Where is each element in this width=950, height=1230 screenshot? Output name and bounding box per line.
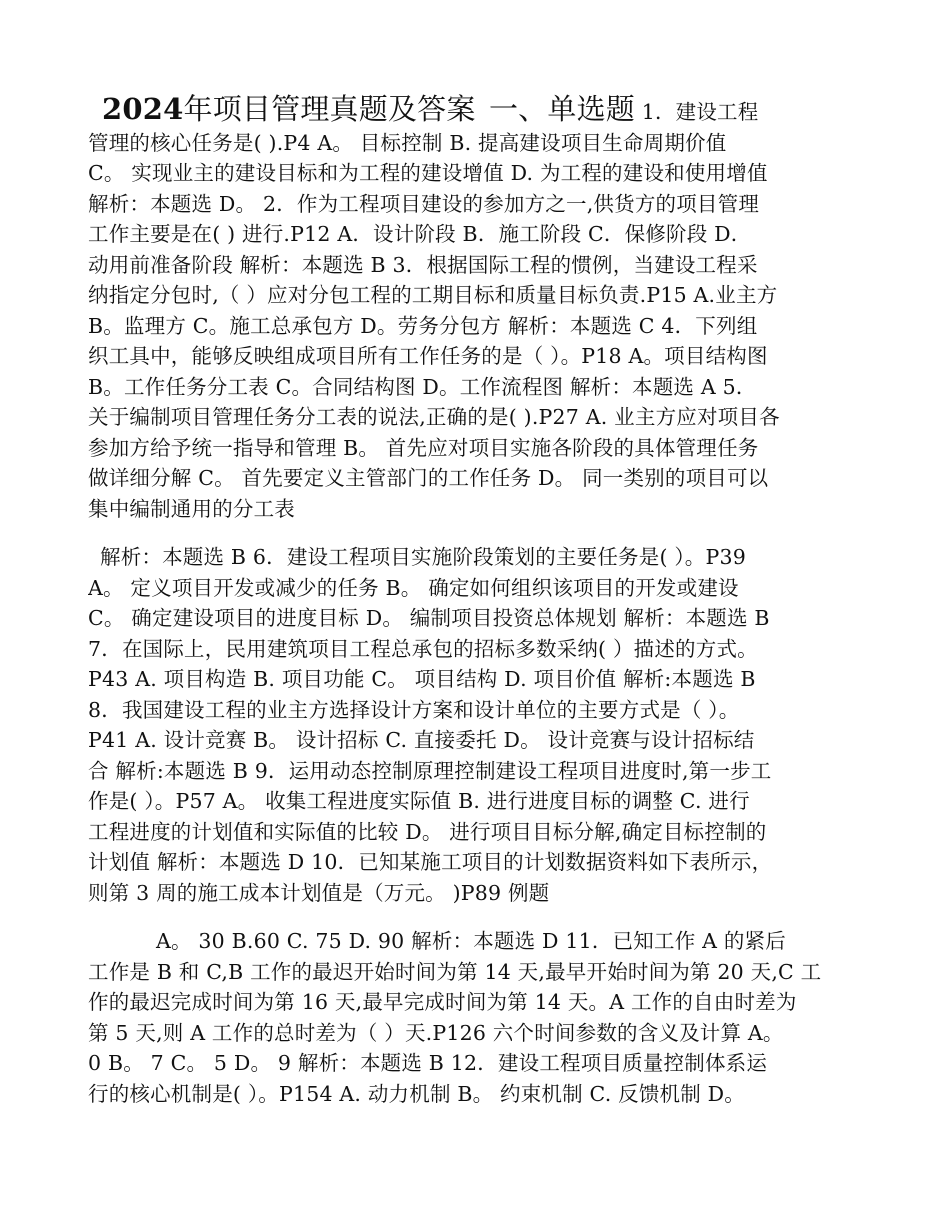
text-line: 1．建设工程 — [641, 100, 759, 124]
text-line: 做详细分解 C。 首先要定义主管部门的工作任务 D。 同一类别的项目可以 — [88, 466, 769, 490]
text-line: 计划值 解析：本题选 D 10．已知某施工项目的计划数据资料如下表所示， — [88, 850, 773, 874]
text-line: 织工具中，能够反映组成项目所有工作任务的是（ ）。P18 A。项目结构图 — [88, 344, 768, 368]
section-heading: 一、单选题 — [488, 94, 635, 126]
text-line: 参加方给予统一指导和管理 B。 首先应对项目实施各阶段的具体管理任务 — [88, 435, 759, 460]
text-line: 8．我国建设工程的业主方选择设计方案和设计单位的主要方式是（ ）。 — [88, 697, 740, 722]
text-line: 第 5 天,则 A 工作的总时差为（ ）天.P126 六个时间参数的含义及计算 A。 — [88, 1020, 784, 1045]
text-line: 解析：本题选 B 6．建设工程项目实施阶段策划的主要任务是( ）。P39 — [100, 545, 746, 569]
title-year: 2024 — [102, 94, 184, 126]
title-line — [88, 94, 862, 128]
text-line: C。 确定建设项目的进度目标 D。 编制项目投资总体规划 解析：本题选 B — [88, 606, 770, 630]
document-page — [88, 94, 862, 1109]
text-line: 7．在国际上，民用建筑项目工程总承包的招标多数采纳( ）描述的方式。 — [88, 636, 758, 661]
paragraph-gap — [88, 908, 862, 926]
title-text: 年项目管理真题及答案 — [183, 94, 476, 126]
text-line: 工程进度的计划值和实际值的比较 D。 进行项目目标分解,确定目标控制的 — [88, 819, 767, 844]
text-line: P43 A. 项目构造 B. 项目功能 C。 项目结构 D. 项目价值 解析:本题选 B — [88, 667, 756, 691]
text-line: B。监理方 C。施工总承包方 D。劳务分包方 解析：本题选 C 4．下列组 — [88, 313, 758, 338]
text-line: 作是( ）。P57 A。 收集工程进度实际值 B. 进行进度目标的调整 C. 进行 — [88, 789, 750, 813]
text-line: 0 B。 7 C。 5 D。 9 解析：本题选 B 12．建设工程项目质量控制体系运 — [88, 1051, 768, 1075]
text-line: 工作主要是在( ) 进行.P12 A．设计阶段 B．施工阶段 C．保修阶段 D． — [88, 222, 752, 246]
text-line: 工作是 B 和 C,B 工作的最迟开始时间为第 14 天,最早开始时间为第 20 天,C 工 — [88, 959, 822, 984]
text-line: B。工作任务分工表 C。合同结构图 D。工作流程图 解析：本题选 A 5． — [88, 374, 757, 399]
text-line: 管理的核心任务是( ).P4 A。 目标控制 B. 提高建设项目生命周期价值 — [88, 130, 727, 155]
text-line: 集中编制通用的分工表 — [88, 496, 295, 521]
text-line: C。 实现业主的建设目标和为工程的建设增值 D. 为工程的建设和使用增值 — [88, 161, 768, 185]
paragraph-gap — [88, 524, 862, 542]
text-line: A。 定义项目开发或减少的任务 B。 确定如何组织该项目的开发或建设 — [88, 575, 739, 600]
text-line: 动用前准备阶段 解析：本题选 B 3．根据国际工程的惯例，当建设工程采 — [88, 252, 758, 277]
text-line: 关于编制项目管理任务分工表的说法,正确的是( ).P27 A. 业主方应对项目各 — [88, 405, 780, 429]
text-line: 则第 3 周的施工成本计划值是（万元。 )P89 例题 — [88, 880, 550, 905]
text-line: P41 A. 设计竞赛 B。 设计招标 C. 直接委托 D。 设计竞赛与设计招标结 — [88, 728, 755, 752]
text-line: A。 30 B.60 C. 75 D. 90 解析：本题选 D 11．已知工作 A 的紧后 — [156, 929, 786, 953]
text-line: 作的最迟完成时间为第 16 天,最早完成时间为第 14 天。A 工作的自由时差为 — [88, 990, 797, 1014]
text-line: 纳指定分包时,（ ）应对分包工程的工期目标和质量目标负责.P15 A.业主方 — [88, 283, 778, 307]
text-line: 合 解析:本题选 B 9．运用动态控制原理控制建设工程项目进度时,第一步工 — [88, 758, 772, 783]
text-line: 行的核心机制是( ）。P154 A. 动力机制 B。 约束机制 C. 反馈机制 D。 — [88, 1081, 745, 1106]
text-line: 解析：本题选 D。 2．作为工程项目建设的参加方之一,供货方的项目管理 — [88, 191, 760, 216]
